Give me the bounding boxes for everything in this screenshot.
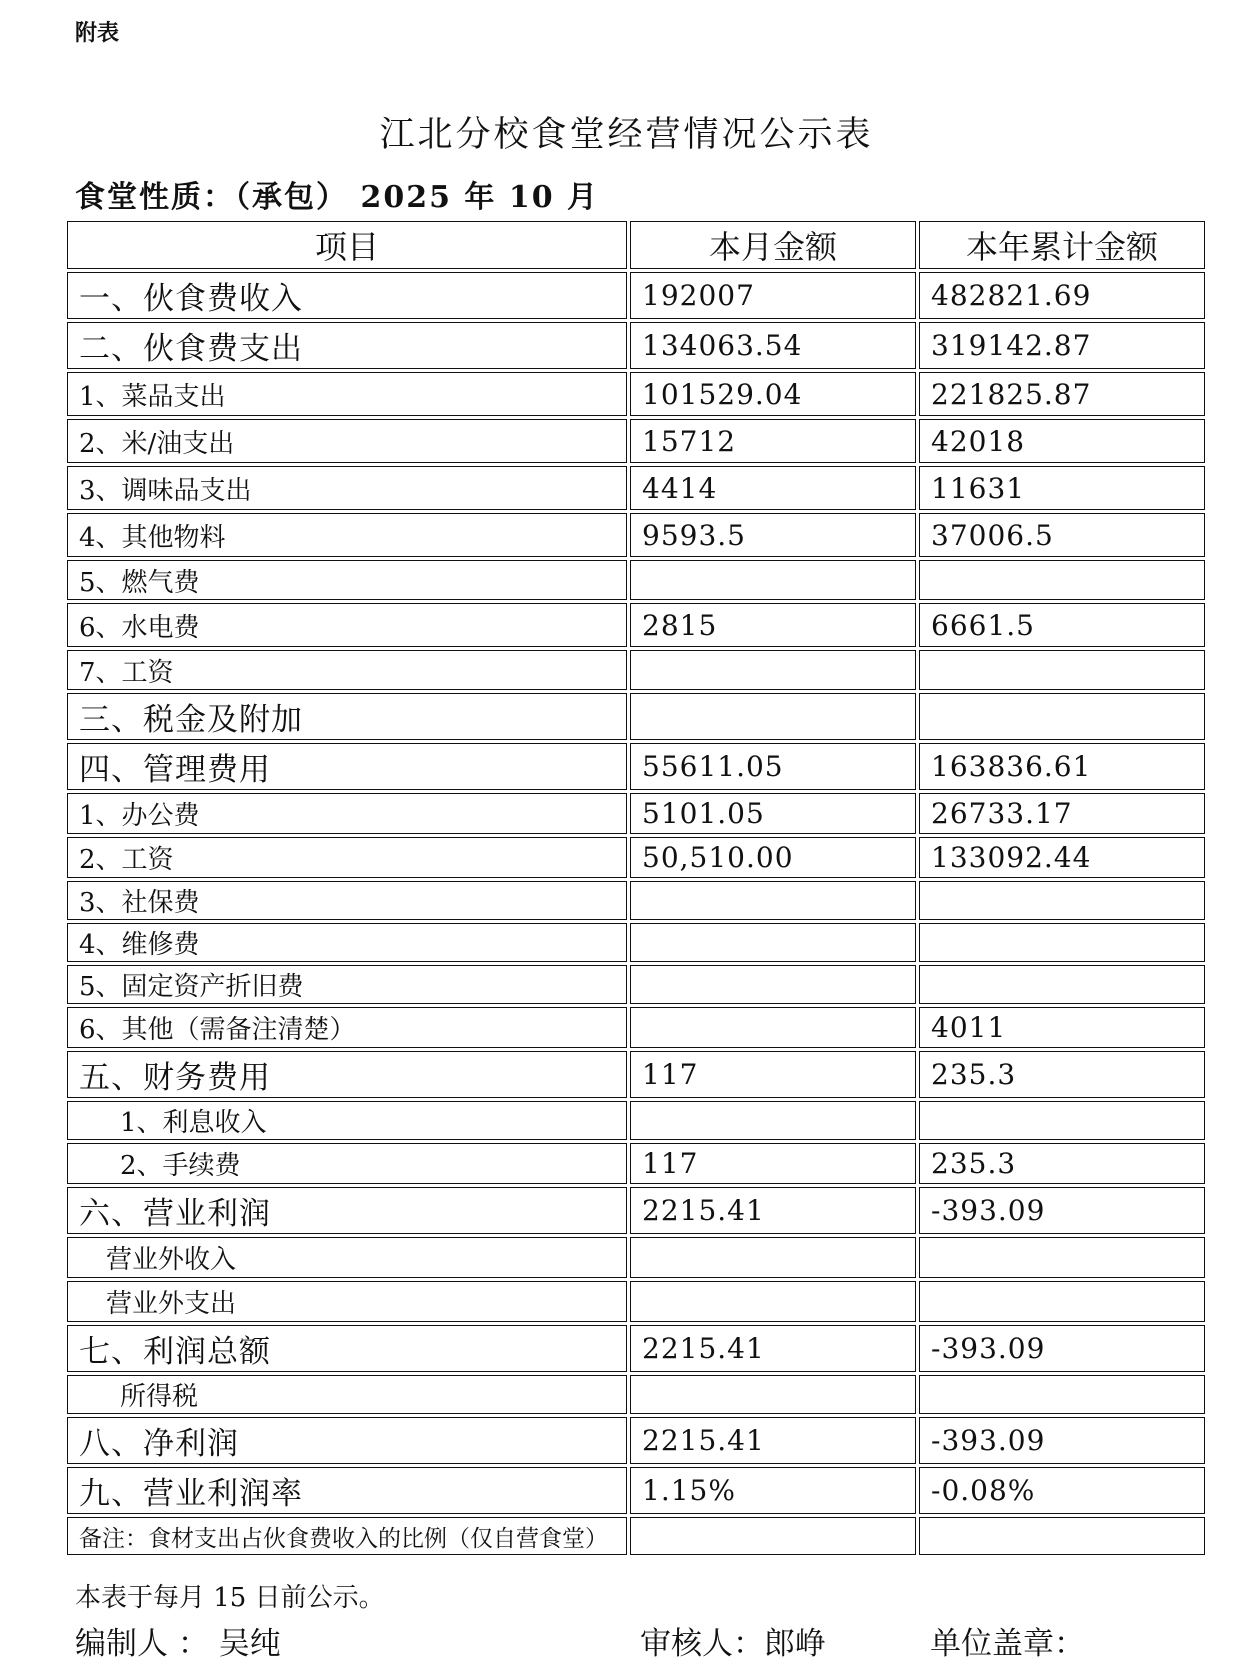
row-ytd-amount — [919, 1517, 1205, 1555]
footnote: 本表于每月 15 日前公示。 — [75, 1583, 385, 1613]
row-ytd-amount: 4011 — [919, 1007, 1205, 1048]
table-row — [67, 560, 1205, 600]
table-row — [67, 372, 1205, 416]
row-item-label: 4、维修费 — [67, 923, 627, 962]
unit-seal: 单位盖章： — [930, 1626, 1085, 1662]
row-month-amount: 5101.05 — [630, 793, 916, 834]
row-ytd-amount — [919, 881, 1205, 920]
row-month-amount — [630, 1237, 916, 1278]
table-row — [67, 1517, 1205, 1555]
row-month-amount — [630, 1375, 916, 1414]
row-month-amount: 117 — [630, 1143, 916, 1184]
row-ytd-amount — [919, 1375, 1205, 1414]
row-item-label: 2、工资 — [67, 837, 627, 878]
canteen-nature-line: 食堂性质：（承包） 2025 年 10 月 — [75, 180, 600, 215]
row-ytd-amount — [919, 1101, 1205, 1140]
table-row — [67, 793, 1205, 834]
header-month-amount: 本月金额 — [630, 221, 916, 269]
row-month-amount — [630, 1007, 916, 1048]
row-ytd-amount — [919, 650, 1205, 690]
table-row — [67, 513, 1205, 557]
row-item-label: 1、办公费 — [67, 793, 627, 834]
row-ytd-amount: 26733.17 — [919, 793, 1205, 834]
row-month-amount — [630, 560, 916, 600]
row-ytd-amount: 163836.61 — [919, 743, 1205, 790]
row-ytd-amount: -393.09 — [919, 1325, 1205, 1372]
row-ytd-amount — [919, 1237, 1205, 1278]
row-item-label: 营业外支出 — [67, 1281, 627, 1322]
row-month-amount: 2215.41 — [630, 1417, 916, 1464]
row-item-label: 2、米/油支出 — [67, 419, 627, 463]
canteen-report-table — [64, 218, 1208, 1558]
row-ytd-amount: 37006.5 — [919, 513, 1205, 557]
table-row — [67, 419, 1205, 463]
row-month-amount — [630, 881, 916, 920]
row-ytd-amount: 482821.69 — [919, 272, 1205, 319]
row-ytd-amount: 11631 — [919, 466, 1205, 510]
table-row — [67, 743, 1205, 790]
table-row — [67, 1143, 1205, 1184]
row-month-amount — [630, 1517, 916, 1555]
row-item-label: 九、营业利润率 — [67, 1467, 627, 1514]
row-item-label: 备注：食材支出占伙食费收入的比例（仅自营食堂） — [67, 1517, 627, 1555]
row-month-amount: 55611.05 — [630, 743, 916, 790]
row-item-label: 3、社保费 — [67, 881, 627, 920]
row-ytd-amount: 42018 — [919, 419, 1205, 463]
row-month-amount — [630, 1101, 916, 1140]
table-row — [67, 1325, 1205, 1372]
row-item-label: 五、财务费用 — [67, 1051, 627, 1098]
row-ytd-amount: -393.09 — [919, 1187, 1205, 1234]
header-ytd-amount: 本年累计金额 — [919, 221, 1205, 269]
table-row — [67, 1281, 1205, 1322]
table-row — [67, 1051, 1205, 1098]
row-ytd-amount: 319142.87 — [919, 322, 1205, 369]
table-row — [67, 272, 1205, 319]
table-row — [67, 837, 1205, 878]
row-item-label: 六、营业利润 — [67, 1187, 627, 1234]
row-ytd-amount: 6661.5 — [919, 603, 1205, 647]
table-row — [67, 1007, 1205, 1048]
row-ytd-amount: 221825.87 — [919, 372, 1205, 416]
row-item-label: 7、工资 — [67, 650, 627, 690]
row-month-amount — [630, 1281, 916, 1322]
row-item-label: 四、管理费用 — [67, 743, 627, 790]
row-item-label: 八、净利润 — [67, 1417, 627, 1464]
table-row — [67, 650, 1205, 690]
row-ytd-amount — [919, 923, 1205, 962]
row-item-label: 所得税 — [67, 1375, 627, 1414]
row-ytd-amount — [919, 1281, 1205, 1322]
row-item-label: 4、其他物料 — [67, 513, 627, 557]
preparer-signature: 编制人 ： 吴纯 — [75, 1626, 281, 1662]
reviewer-signature: 审核人：郎峥 — [640, 1626, 826, 1662]
row-month-amount: 15712 — [630, 419, 916, 463]
row-month-amount: 2215.41 — [630, 1325, 916, 1372]
table-row — [67, 923, 1205, 962]
row-item-label: 2、手续费 — [67, 1143, 627, 1184]
row-item-label: 3、调味品支出 — [67, 466, 627, 510]
row-item-label: 一、伙食费收入 — [67, 272, 627, 319]
row-month-amount: 101529.04 — [630, 372, 916, 416]
row-ytd-amount — [919, 693, 1205, 740]
row-month-amount: 4414 — [630, 466, 916, 510]
row-ytd-amount: 235.3 — [919, 1143, 1205, 1184]
table-row — [67, 693, 1205, 740]
row-item-label: 5、固定资产折旧费 — [67, 965, 627, 1004]
row-month-amount: 117 — [630, 1051, 916, 1098]
row-item-label: 七、利润总额 — [67, 1325, 627, 1372]
row-item-label: 三、税金及附加 — [67, 693, 627, 740]
row-month-amount: 134063.54 — [630, 322, 916, 369]
row-ytd-amount — [919, 560, 1205, 600]
table-row — [67, 322, 1205, 369]
row-month-amount: 2815 — [630, 603, 916, 647]
row-month-amount: 50,510.00 — [630, 837, 916, 878]
row-month-amount — [630, 650, 916, 690]
row-ytd-amount: -0.08% — [919, 1467, 1205, 1514]
row-item-label: 二、伙食费支出 — [67, 322, 627, 369]
table-row — [67, 1101, 1205, 1140]
table-row — [67, 1417, 1205, 1464]
table-row — [67, 603, 1205, 647]
row-item-label: 1、利息收入 — [67, 1101, 627, 1140]
row-item-label: 6、其他（需备注清楚） — [67, 1007, 627, 1048]
row-item-label: 营业外收入 — [67, 1237, 627, 1278]
row-month-amount: 192007 — [630, 272, 916, 319]
row-month-amount — [630, 923, 916, 962]
row-month-amount — [630, 965, 916, 1004]
table-row — [67, 1187, 1205, 1234]
row-ytd-amount: 133092.44 — [919, 837, 1205, 878]
table-header-row — [67, 221, 1205, 269]
row-item-label: 1、菜品支出 — [67, 372, 627, 416]
row-month-amount: 9593.5 — [630, 513, 916, 557]
row-item-label: 5、燃气费 — [67, 560, 627, 600]
table-row — [67, 466, 1205, 510]
table-row — [67, 1237, 1205, 1278]
table-row — [67, 1375, 1205, 1414]
table-row — [67, 881, 1205, 920]
row-ytd-amount — [919, 965, 1205, 1004]
row-month-amount: 1.15% — [630, 1467, 916, 1514]
appendix-label: 附表 — [75, 21, 120, 46]
row-item-label: 6、水电费 — [67, 603, 627, 647]
header-item: 项目 — [67, 221, 627, 269]
row-ytd-amount: 235.3 — [919, 1051, 1205, 1098]
row-month-amount: 2215.41 — [630, 1187, 916, 1234]
page-title: 江北分校食堂经营情况公示表 — [379, 115, 874, 155]
row-ytd-amount: -393.09 — [919, 1417, 1205, 1464]
table-row — [67, 965, 1205, 1004]
row-month-amount — [630, 693, 916, 740]
table-row — [67, 1467, 1205, 1514]
